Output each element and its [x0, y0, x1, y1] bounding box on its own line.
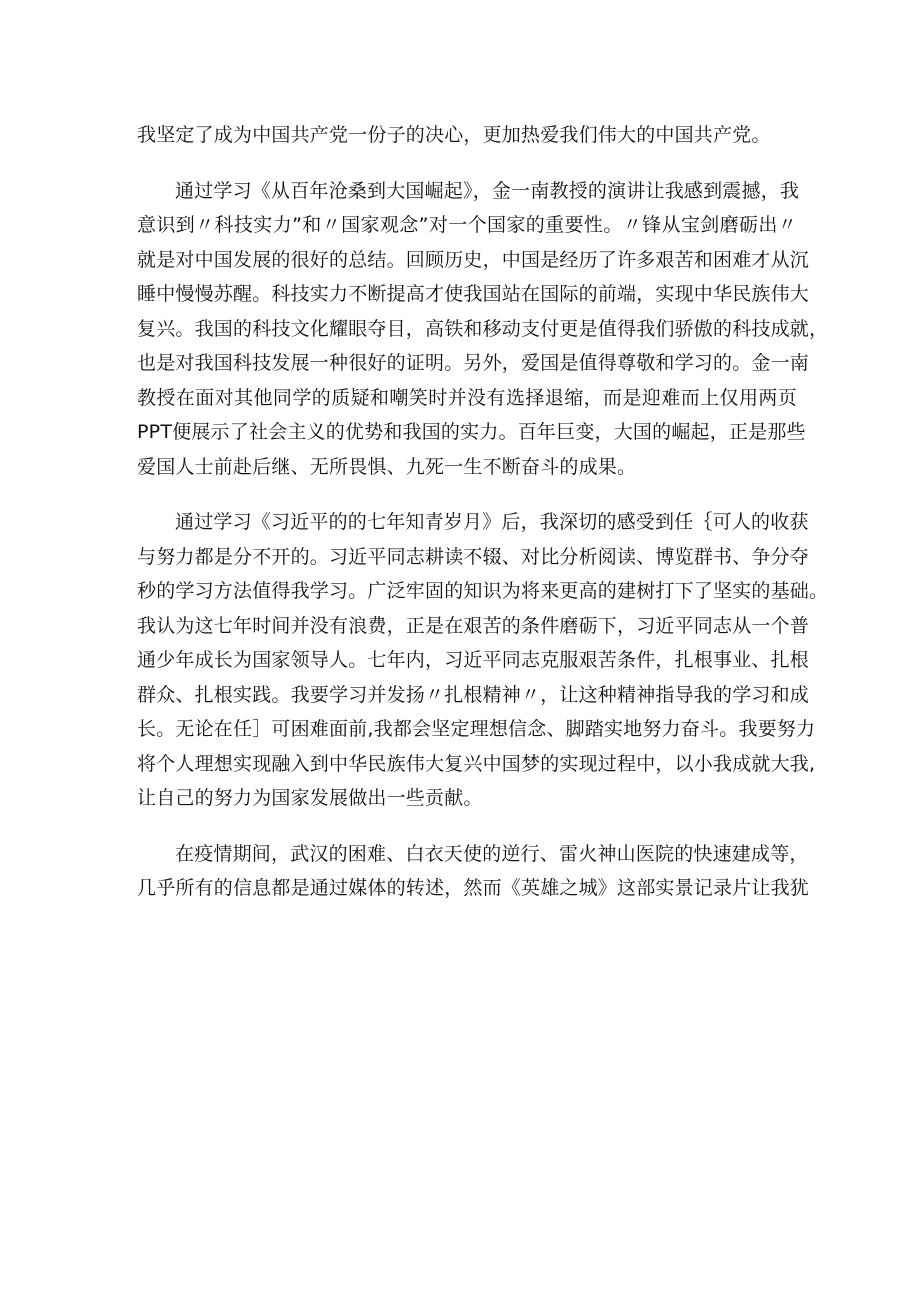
text-line: 秒的学习方法值得我学习。广泛牢固的知识为将来更高的建树打下了坚实的基础。	[137, 580, 829, 602]
text-line: 我认为这七年时间并没有浪费，正是在艰苦的条件磨砺下，习近平同志从一个普	[137, 614, 810, 637]
text-line: 教授在面对其他同学的质疑和嘲笑时并没有选择退缩，而是迎难而上仅用两页	[137, 386, 797, 409]
text-line: 就是对中国发展的很好的总结。回顾历史，中国是经历了许多艰苦和困难才从沉	[137, 248, 810, 271]
text-line: 让自己的努力为国家发展做出一些贡献。	[137, 787, 483, 809]
text-line: 几乎所有的信息都是通过媒体的转述，然而《英雄之城》这部实景记录片让我犹	[137, 877, 810, 899]
paragraph-gap	[137, 484, 797, 505]
text-line: 群众、扎根实践。我要学习并发扬〃扎根精神〃，让这种精神指导我的学习和成	[137, 683, 810, 706]
document-body	[137, 118, 829, 906]
paragraph-3	[137, 505, 829, 816]
text-line: 睡中慢慢苏醒。科技实力不断提高才使我国站在国际的前端，实现中华民族伟大	[137, 283, 810, 305]
paragraph-4	[137, 837, 810, 906]
text-line: 通过学习《习近平的的七年知青岁月》后，我深切的感受到任｛可人的收获	[175, 511, 809, 533]
paragraph-1	[137, 118, 797, 153]
text-line: 在疫情期间，武汉的困难、白衣天使的逆行、雷火神山医院的快速建成等，	[175, 842, 809, 865]
text-line: 将个人理想实现融入到中华民族伟大复兴中国梦的实现过程中，以小我成就大我,	[137, 752, 816, 775]
text-line: 通少年成长为国家领导人。七年内，习近平同志克服艰苦条件，扎根事业、扎根	[137, 649, 810, 671]
text-line: 长。无论在任］可困难面前,我都会坚定理想信念、脚踏实地努力奋斗。我要努力	[137, 718, 816, 740]
text-line: 与努力都是分不开的。习近平同志耕读不辍、对比分析阅读、博览群书、争分夺	[137, 545, 810, 568]
text-line: 我坚定了成为中国共产党一份子的决心，更加热爱我们伟大的中国共产党。	[137, 124, 771, 146]
text-line: PPT便展示了社会主义的优势和我国的实力。百年巨变，大国的崛起，正是那些	[137, 421, 806, 443]
paragraph-2	[137, 174, 829, 485]
paragraph-gap	[137, 816, 797, 837]
text-line: 复兴。我国的科技文化耀眼夺目，高铁和移动支付更是值得我们骄傲的科技成就，	[137, 317, 829, 340]
text-line: 通过学习《从百年沧桑到大国崛起》，金一南教授的演讲让我感到震撼，我	[175, 179, 800, 202]
text-line: 意识到〃科技实力”和〃国家观念”对一个国家的重要性。〃锋从宝剑磨砺出〃	[137, 214, 797, 236]
text-line: 爱国人士前赴后继、无所畏惧、九死一生不断奋斗的成果。	[137, 455, 637, 478]
text-line: 也是对我国科技发展一种很好的证明。另外，爱国是值得尊敬和学习的。金一南	[137, 352, 810, 374]
paragraph-gap	[137, 153, 797, 174]
